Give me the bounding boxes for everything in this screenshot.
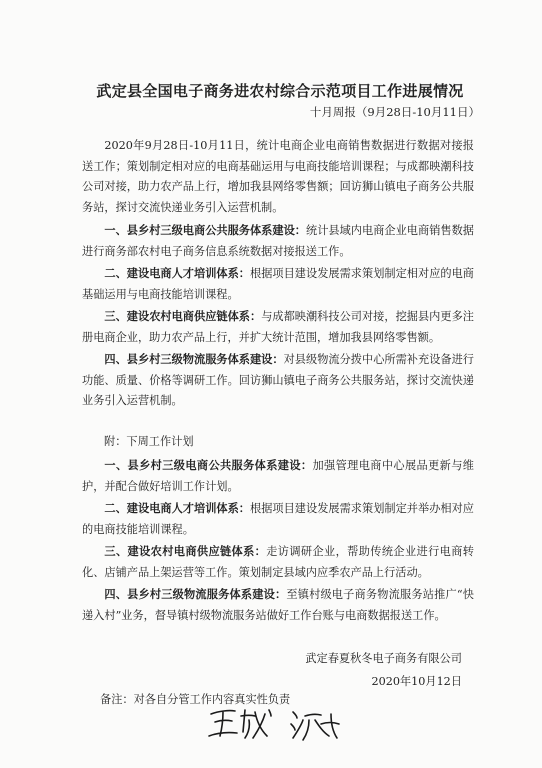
progress-item-4 [82,349,474,412]
plan-text: 加强管理电商中心展品更新与维护，并配合做好培训工作计划。 [82,459,474,493]
note: 备注：对各自分管工作内容真实性负责 [100,693,291,706]
plan-heading: 二、建设电商人才培训体系： [104,501,250,515]
intro-paragraph: 2020年9月28日-10月11日，统计电商企业电商销售数据进行数据对接报送工作；策划制定相对应的电商基础运用与电商技能培训课程；与成都映潮科技公司对接，助力农产品上行，增加我县网络零售额；回访狮山镇电子商务公共服务站，探讨交流快递业务引入运营机制。 [82,139,474,214]
document-title: 武定县全国电子商务进农村综合示范项目工作进展情况 [96,82,464,100]
plan-text: 至镇村级电子商务物流服务站推广“快递入村”业务，督导镇村级物流服务站做好工作台账与电商数据报送工作。 [82,588,474,622]
progress-text: 根据项目建设发展需求策划制定相对应的电商基础运用与电商技能培训课程。 [82,267,474,301]
company-name: 武定春夏秋冬电子商务有限公司 [305,652,462,665]
plan-item-4 [82,584,474,626]
progress-text: 对县级物流分拨中心所需补充设备进行功能、质量、价格等调研工作。回访狮山镇电子商务公共服务站，探讨交流快递业务引入运营机制。 [82,353,474,407]
plan-item-1 [82,455,474,497]
plan-text: 根据项目建设发展需求策划制定并举办相对应的电商技能培训课程。 [82,502,474,536]
plan-title: 附：下周工作计划 [104,435,194,448]
plan-item-2 [82,498,474,540]
progress-heading: 一、县乡村三级电商公共服务体系建设： [104,223,306,237]
progress-text: 与成都映潮科技公司对接，挖掘县内更多注册电商企业，助力农产品上行，并扩大统计范围，增加我县网络零售额。 [82,310,474,344]
handwritten-signature [205,702,355,744]
document-date: 2020年10月12日 [371,675,462,688]
progress-heading: 三、建设农村电商供应链体系： [104,309,262,323]
plan-heading: 四、县乡村三级物流服务体系建设： [104,587,287,601]
progress-item-3 [82,306,474,348]
document-subtitle: 十月周报（9月28日-10月11日） [309,105,480,119]
plan-text: 走访调研企业，帮助传统企业进行电商转化、店铺产品上架运营等工作。策划制定县域内应季农产品上行活动。 [82,545,474,579]
progress-heading: 二、建设电商人才培训体系： [104,266,250,280]
plan-heading: 三、建设农村电商供应链体系： [104,544,267,558]
progress-item-1 [82,220,474,262]
progress-heading: 四、县乡村三级物流服务体系建设： [104,352,284,366]
plan-item-3 [82,541,474,583]
progress-item-2 [82,263,474,305]
plan-heading: 一、县乡村三级电商公共服务体系建设： [104,458,313,472]
progress-text: 统计县域内电商企业电商销售数据进行商务部农村电子商务信息系统数据对接报送工作。 [82,224,474,258]
